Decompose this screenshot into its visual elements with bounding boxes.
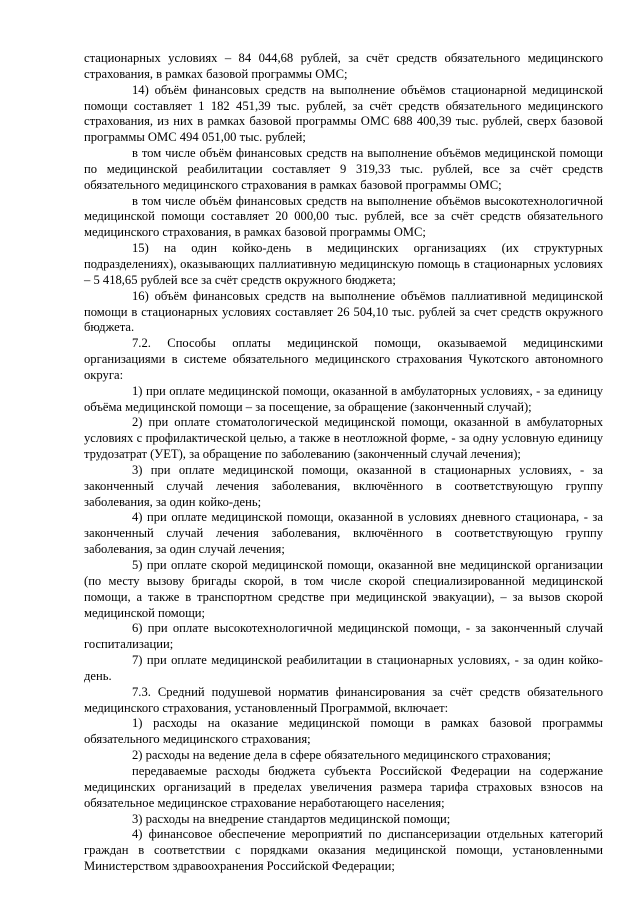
paragraph: 14) объём финансовых средств на выполнение объёмов стационарной медицинской помощи составляет 1 182 451,39 тыс. рублей, за счёт средств обязательного медицинского страхования, из них в рамках базовой программы ОМС 688 400,39 тыс. рублей, сверх базовой программы ОМС 494 051,00 тыс. рублей; [84,82,603,145]
paragraph: 1) расходы на оказание медицинской помощи в рамках базовой программы обязательного медицинского страхования; [84,716,603,747]
paragraph: 16) объём финансовых средств на выполнение объёмов паллиативной медицинской помощи в стационарных условиях составляет 26 504,10 тыс. рублей за счет средств окружного бюджета. [84,288,603,335]
paragraph: в том числе объём финансовых средств на выполнение объёмов медицинской помощи по медицинской реабилитации составляет 9 319,33 тыс. рублей, все за счёт средств обязательного медицинского страхования в рамках базовой программы ОМС; [84,146,603,192]
paragraph: 2) расходы на ведение дела в сфере обязательного медицинского страхования; [132,748,552,763]
paragraph: 5) при оплате скорой медицинской помощи, оказанной вне медицинской организации (по месту вызову бригады скорой, в том числе скорой специализированной медицинской помощи, а также в транспортном средстве при медицинской эвакуации), – за вызов скорой медицинской помощи; [84,558,603,620]
paragraph: стационарных условиях – 84 044,68 рублей, за счёт средств обязательного медицинского страхования, в рамках базовой программы ОМС; [84,51,603,81]
paragraph: 15) на один койко-день в медицинских организациях (их структурных подразделениях), оказывающих паллиативную медицинскую помощь в стационарных условиях – 5 418,65 рублей все за счёт средств окружного бюджета; [84,241,603,287]
paragraph: 4) финансовое обеспечение мероприятий по диспансеризации отдельных категорий граждан в соответствии с порядками оказания медицинской помощи, установленными Министерством здравоохранения Российской Федерации; [84,827,603,874]
document-page [84,51,603,875]
paragraph: 3) расходы на внедрение стандартов медицинской помощи; [132,811,451,826]
paragraph: передаваемые расходы бюджета субъекта Российской Федерации на содержание медицинских организаций в пределах увеличения размера тарифа страховых взносов на обязательное медицинское страхование неработающего населения; [84,763,603,810]
paragraph: в том числе объём финансовых средств на выполнение объёмов высокотехнологичной медицинской помощи составляет 20 000,00 тыс. рублей, все за счёт средств обязательного медицинского страхования, в рамках базовой программы ОМС; [84,193,603,240]
paragraph: 6) при оплате высокотехнологичной медицинской помощи, - за законченный случай госпитализации; [84,621,603,652]
paragraph: 7.2. Способы оплаты медицинской помощи, оказываемой медицинскими организациями в системе обязательного медицинского страхования Чукотского автономного округа: [84,336,603,382]
paragraph: 2) при оплате стоматологической медицинской помощи, оказанной в амбулаторных условиях с профилактической целью, а также в неотложной форме, - за одну условную единицу трудозатрат (УЕТ), за обращение по заболеванию (законченный случай лечения); [84,415,603,462]
paragraph: 4) при оплате медицинской помощи, оказанной в условиях дневного стационара, - за законченный случай лечения заболевания, включённого в соответствующую группу заболевания, за один случай лечения; [84,510,603,557]
paragraph: 1) при оплате медицинской помощи, оказанной в амбулаторных условиях, - за единицу объёма медицинской помощи – за посещение, за обращение (законченный случай); [84,383,603,414]
paragraph: 7.3. Средний подушевой норматив финансирования за счёт средств обязательного медицинского страхования, установленный Программой, включает: [84,684,603,715]
paragraph: 3) при оплате медицинской помощи, оказанной в стационарных условиях, - за законченный случай лечения заболевания, включённого в соответствующую группу заболевания, за один койко-день; [84,462,603,509]
paragraph: 7) при оплате медицинской реабилитации в стационарных условиях, - за один койко-день. [84,653,603,683]
